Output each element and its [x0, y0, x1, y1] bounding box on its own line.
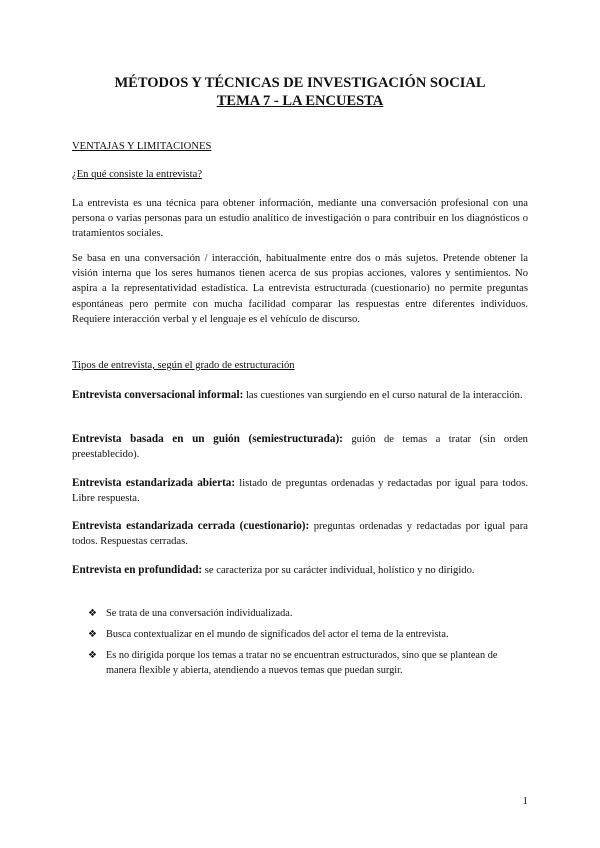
list-item-text: Se trata de una conversación individualizada.	[106, 608, 293, 619]
diamond-bullet-icon: ❖	[88, 629, 97, 640]
list-item	[86, 648, 528, 678]
section-heading-tipos: Tipos de entrevista, según el grado de estructuración	[72, 360, 295, 371]
document-page	[72, 0, 528, 848]
type-desc: listado de preguntas ordenadas y redactadas por igual para todos. Libre respuesta.	[72, 478, 528, 505]
type-desc: se caracteriza por su carácter individual, holístico y no dirigido.	[202, 565, 475, 576]
type-term: Entrevista estandarizada abierta:	[72, 477, 236, 489]
type-item	[72, 388, 528, 403]
type-desc: guión de temas a tratar (sin orden preestablecido).	[72, 434, 528, 461]
type-item	[72, 519, 528, 549]
paragraph-definition: La entrevista es una técnica para obtener información, mediante una conversación profesional con una persona o varias personas para un estudio analítico de investigación o para contribuir en los diagnósticos o tratamientos sociales.	[72, 198, 528, 240]
type-term: Entrevista conversacional informal:	[72, 389, 244, 401]
paragraph-basis: Se basa en una conversación / interacción, habitualmente entre dos o más sujetos. Pretende obtener la visión interna que los seres humanos tienen acerca de sus propias acciones, valores y sentimientos. No aspira a la representatividad estadística. La entrevista estructurada (cuestionario) no permite preguntas espontáneas pero permite con mucha facilidad comparar las respuestas entre diferentes individuos. Requiere interacción verbal y el lenguaje es el vehículo de discurso.	[72, 253, 528, 325]
section-heading-question: ¿En qué consiste la entrevista?	[72, 169, 203, 180]
type-term: Entrevista estandarizada cerrada (cuestionario):	[72, 520, 310, 532]
bullet-list	[86, 606, 528, 684]
diamond-bullet-icon: ❖	[88, 608, 97, 619]
type-term: Entrevista en profundidad:	[72, 564, 203, 576]
list-item-text: Busca contextualizar en el mundo de significados del actor el tema de la entrevista.	[106, 629, 449, 640]
page-number: 1	[522, 795, 528, 807]
type-term: Entrevista basada en un guión (semiestructurada):	[72, 433, 343, 445]
list-item	[86, 627, 528, 642]
type-item	[72, 432, 528, 462]
diamond-bullet-icon: ❖	[88, 650, 97, 661]
list-item-text: Es no dirigida porque los temas a tratar no se encuentran estructurados, sino que se plantean de manera flexible y abierta, atendiendo a nuevos temas que puedan surgir.	[106, 650, 498, 676]
list-item	[86, 606, 528, 621]
document-title: MÉTODOS Y TÉCNICAS DE INVESTIGACIÓN SOCIAL	[114, 75, 486, 91]
type-desc: preguntas ordenadas y redactadas por igual para todos. Respuestas cerradas.	[72, 521, 528, 548]
type-item	[72, 476, 528, 506]
document-subtitle: TEMA 7 - LA ENCUESTA	[216, 93, 384, 109]
section-heading-ventajas: VENTAJAS Y LIMITACIONES	[72, 141, 212, 152]
type-item	[72, 563, 528, 578]
type-desc: las cuestiones van surgiendo en el curso natural de la interacción.	[243, 390, 523, 401]
